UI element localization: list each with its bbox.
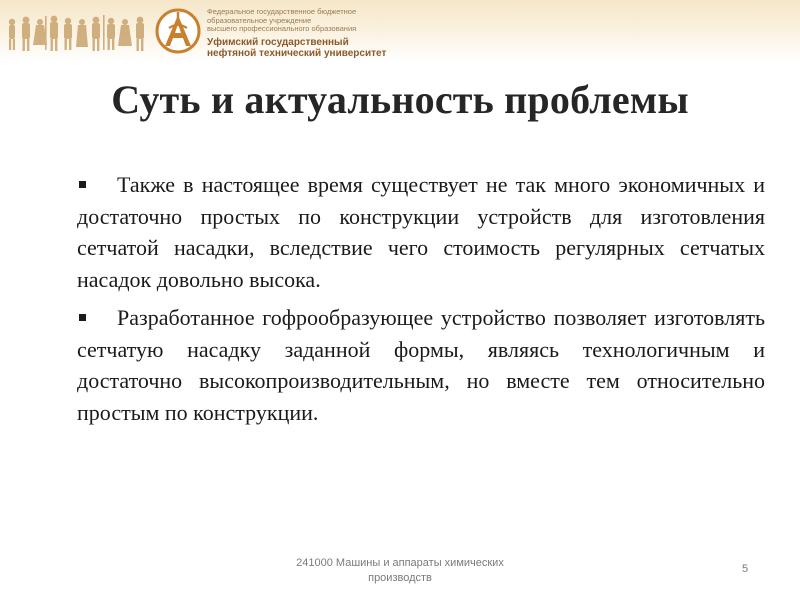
historical-figures-icon (4, 10, 149, 52)
org-line-2: образовательное учреждение (207, 15, 312, 25)
header-band (0, 0, 800, 62)
paragraph-2-text: Разработанное гофрообразующее устройство позволяет изготовлять сетчатую насадку заданной формы, являясь технологичным и достаточно высокопроизводительным, но вместе тем относительно простым по конструкции. (77, 305, 765, 425)
bullet-square-icon (79, 314, 86, 321)
slide-title: Суть и актуальность проблемы (111, 77, 689, 122)
bullet-paragraph-2 (77, 302, 765, 428)
footer-course: 241000 Машины и аппараты химических производств (296, 557, 504, 584)
paragraph-1-text: Также в настоящее время существует не так много экономичных и достаточно простых по конструкции устройств для изготовления сетчатой насадки, вследствие чего стоимость регулярных сетчатых насадок довольно высока. (77, 172, 765, 292)
university-logo-icon (155, 8, 201, 54)
org-line-3: высшего профессионального образования (207, 24, 357, 33)
bullet-square-icon (79, 181, 86, 188)
page-number: 5 (742, 563, 749, 575)
bullet-paragraph-1 (77, 169, 765, 295)
organization-name (207, 8, 507, 60)
org-line-1: Федеральное государственное бюджетное (207, 7, 357, 16)
university-name-line-2: нефтяной технический университет (207, 48, 387, 59)
slide-body (77, 169, 765, 435)
university-name-line-1: Уфимский государственный (207, 36, 349, 48)
